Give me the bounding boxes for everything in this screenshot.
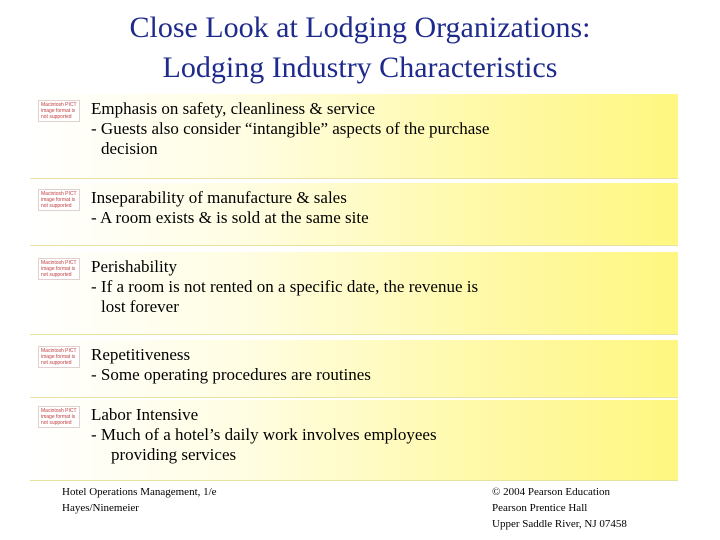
- unsupported-image-icon: Macintosh PICT image format is not supported: [38, 100, 80, 122]
- item-detail-continued: providing services: [111, 445, 237, 464]
- footer-publisher: Pearson Prentice Hall: [492, 502, 588, 514]
- item-text: [91, 99, 668, 159]
- footer-left: [62, 484, 217, 516]
- unsupported-image-icon: Macintosh PICT image format is not supported: [38, 406, 80, 428]
- footer-copyright: © 2004 Pearson Education: [492, 486, 611, 498]
- item-text: [91, 345, 668, 385]
- item-detail-continued: decision: [101, 139, 158, 158]
- item-detail: - If a room is not rented on a specific date, the revenue is: [91, 277, 479, 296]
- title-line-2: Lodging Industry Characteristics: [162, 51, 558, 84]
- item-detail: - Some operating procedures are routines: [91, 365, 371, 384]
- item-band-safety: [30, 94, 678, 179]
- item-heading: Labor Intensive: [91, 405, 199, 424]
- item-detail: - A room exists & is sold at the same site: [91, 208, 369, 227]
- footer-authors: Hayes/Ninemeier: [62, 502, 139, 514]
- item-text: [91, 257, 668, 317]
- item-detail: - Much of a hotel’s daily work involves employees: [91, 425, 437, 444]
- footer-location: Upper Saddle River, NJ 07458: [492, 518, 627, 530]
- slide-title: [0, 8, 720, 88]
- item-band-inseparability: [30, 183, 678, 246]
- footer-right: [492, 484, 627, 532]
- item-band-labor-intensive: [30, 400, 678, 481]
- unsupported-image-icon: Macintosh PICT image format is not supported: [38, 189, 80, 211]
- item-detail-continued: lost forever: [101, 297, 179, 316]
- item-text: [91, 188, 668, 228]
- item-text: [91, 405, 668, 465]
- item-heading: Perishability: [91, 257, 177, 276]
- item-band-repetitiveness: [30, 340, 678, 398]
- item-band-perishability: [30, 252, 678, 335]
- footer-book-title: Hotel Operations Management, 1/e: [62, 486, 217, 498]
- item-heading: Repetitiveness: [91, 345, 191, 364]
- item-heading: Inseparability of manufacture & sales: [91, 188, 347, 207]
- unsupported-image-icon: Macintosh PICT image format is not supported: [38, 346, 80, 368]
- unsupported-image-icon: Macintosh PICT image format is not supported: [38, 258, 80, 280]
- item-detail: - Guests also consider “intangible” aspects of the purchase: [91, 119, 490, 138]
- title-line-1: Close Look at Lodging Organizations:: [129, 11, 591, 44]
- item-heading: Emphasis on safety, cleanliness & service: [91, 99, 376, 118]
